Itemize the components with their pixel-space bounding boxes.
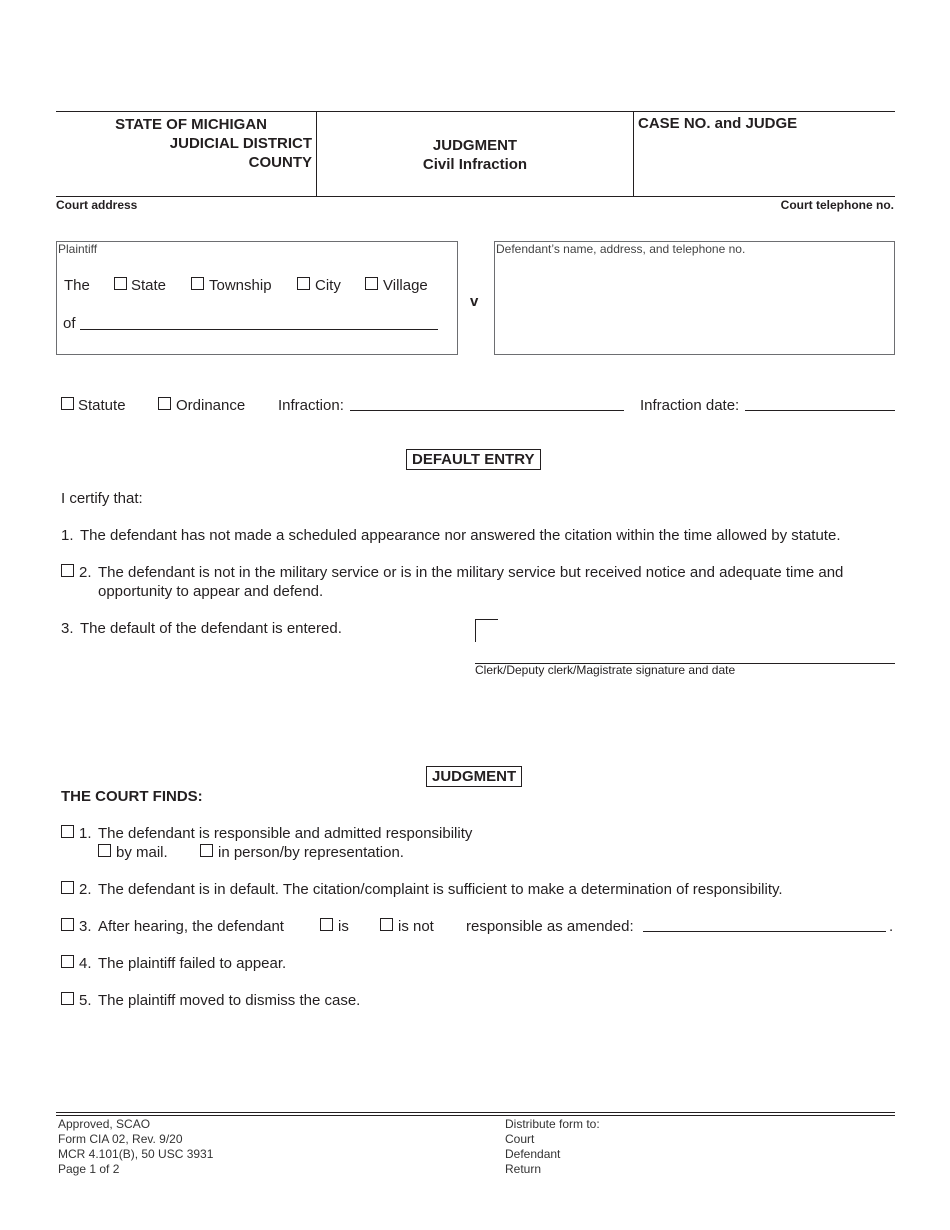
finding3-number: 3. <box>79 918 92 935</box>
finding5-text: The plaintiff moved to dismiss the case. <box>98 992 361 1009</box>
distribute-defendant: Defendant <box>505 1147 561 1161</box>
state-checkbox[interactable] <box>114 277 127 290</box>
township-option: Township <box>209 277 272 294</box>
finding5-checkbox[interactable] <box>61 992 74 1005</box>
military-checkbox[interactable] <box>61 564 74 577</box>
plaintiff-of: of <box>63 315 76 332</box>
finding1-number: 1. <box>79 825 92 842</box>
default-item3-text: The default of the defendant is entered. <box>80 620 342 637</box>
state-label: STATE OF MICHIGAN <box>115 116 267 133</box>
finding1-checkbox[interactable] <box>61 825 74 838</box>
finding3-text: After hearing, the defendant <box>98 918 284 935</box>
case-number-label: CASE NO. and JUDGE <box>638 115 798 132</box>
footer-page: Page 1 of 2 <box>58 1162 120 1176</box>
by-mail-label: by mail. <box>116 844 168 861</box>
footer-rule-top <box>56 1112 895 1113</box>
city-checkbox[interactable] <box>297 277 310 290</box>
in-person-label: in person/by representation. <box>218 844 404 861</box>
finding1-text: The defendant is responsible and admitted responsibility <box>98 825 473 842</box>
village-checkbox[interactable] <box>365 277 378 290</box>
finding2-checkbox[interactable] <box>61 881 74 894</box>
footer-left <box>58 1117 213 1177</box>
header-divider-left <box>316 112 317 196</box>
distribute-label: Distribute form to: <box>505 1117 600 1131</box>
default-item1-text: The defendant has not made a scheduled appearance nor answered the citation within the time allowed by statute. <box>80 527 841 544</box>
court-address-label: Court address <box>56 198 138 212</box>
amended-period: . <box>889 918 894 935</box>
header-bottom-rule <box>56 196 895 197</box>
footer-form-number: Form CIA 02, Rev. 9/20 <box>58 1132 183 1146</box>
district-label: JUDICIAL DISTRICT <box>169 135 312 152</box>
is-label: is <box>338 918 349 935</box>
amended-label: responsible as amended: <box>466 918 634 935</box>
infraction-label: Infraction: <box>278 397 344 414</box>
finding4-text: The plaintiff failed to appear. <box>98 955 287 972</box>
court-finds-label: THE COURT FINDS: <box>61 788 203 805</box>
signature-corner-mark <box>475 619 498 642</box>
is-not-checkbox[interactable] <box>380 918 393 931</box>
footer-rule-bottom <box>56 1115 895 1116</box>
county-label: COUNTY <box>248 154 312 171</box>
form-title: JUDGMENT <box>432 137 518 154</box>
signature-label: Clerk/Deputy clerk/Magistrate signature and date <box>475 663 736 677</box>
default-item3-number: 3. <box>61 620 74 637</box>
footer-approved: Approved, SCAO <box>58 1117 151 1131</box>
in-person-checkbox[interactable] <box>200 844 213 857</box>
statute-label: Statute <box>78 397 126 414</box>
by-mail-checkbox[interactable] <box>98 844 111 857</box>
finding4-number: 4. <box>79 955 92 972</box>
infraction-field[interactable] <box>350 410 624 411</box>
defendant-box[interactable] <box>494 241 895 355</box>
ordinance-checkbox[interactable] <box>158 397 171 410</box>
finding5-number: 5. <box>79 992 92 1009</box>
is-not-label: is not <box>398 918 434 935</box>
header-top-rule <box>56 111 895 112</box>
default-entry-title: DEFAULT ENTRY <box>406 449 541 470</box>
judgment-title: JUDGMENT <box>426 766 522 787</box>
form-subtitle: Civil Infraction <box>422 156 528 173</box>
distribute-court: Court <box>505 1132 535 1146</box>
plaintiff-box <box>56 241 458 355</box>
form-title-block <box>318 136 632 174</box>
amended-field[interactable] <box>643 931 886 932</box>
village-option: Village <box>383 277 428 294</box>
infraction-date-label: Infraction date: <box>640 397 740 414</box>
infraction-date-field[interactable] <box>745 410 895 411</box>
default-item2-line1: The defendant is not in the military service or is in the military service but received notice and adequate time and <box>98 564 844 581</box>
finding3-checkbox[interactable] <box>61 918 74 931</box>
defendant-label: Defendant’s name, address, and telephone no. <box>496 242 746 256</box>
header-divider-right <box>633 112 634 196</box>
plaintiff-of-field[interactable] <box>80 329 438 330</box>
case-number-field[interactable] <box>640 136 892 192</box>
finding4-checkbox[interactable] <box>61 955 74 968</box>
statute-checkbox[interactable] <box>61 397 74 410</box>
default-item2-number: 2. <box>79 564 92 581</box>
township-checkbox[interactable] <box>191 277 204 290</box>
footer-right <box>505 1117 600 1177</box>
court-header <box>60 115 312 172</box>
default-item1-number: 1. <box>61 527 74 544</box>
is-checkbox[interactable] <box>320 918 333 931</box>
versus-label: v <box>470 293 479 310</box>
state-option: State <box>131 277 167 294</box>
certify-label: I certify that: <box>61 490 143 507</box>
city-option: City <box>315 277 341 294</box>
ordinance-label: Ordinance <box>176 397 246 414</box>
court-phone-label: Court telephone no. <box>780 198 894 212</box>
plaintiff-label: Plaintiff <box>58 242 98 256</box>
finding2-text: The defendant is in default. The citation/complaint is sufficient to make a determination of responsibility. <box>98 881 783 898</box>
default-item2-line2: opportunity to appear and defend. <box>98 583 324 600</box>
distribute-return: Return <box>505 1162 542 1176</box>
finding2-number: 2. <box>79 881 92 898</box>
footer-mcr: MCR 4.101(B), 50 USC 3931 <box>58 1147 214 1161</box>
plaintiff-the: The <box>64 277 90 294</box>
